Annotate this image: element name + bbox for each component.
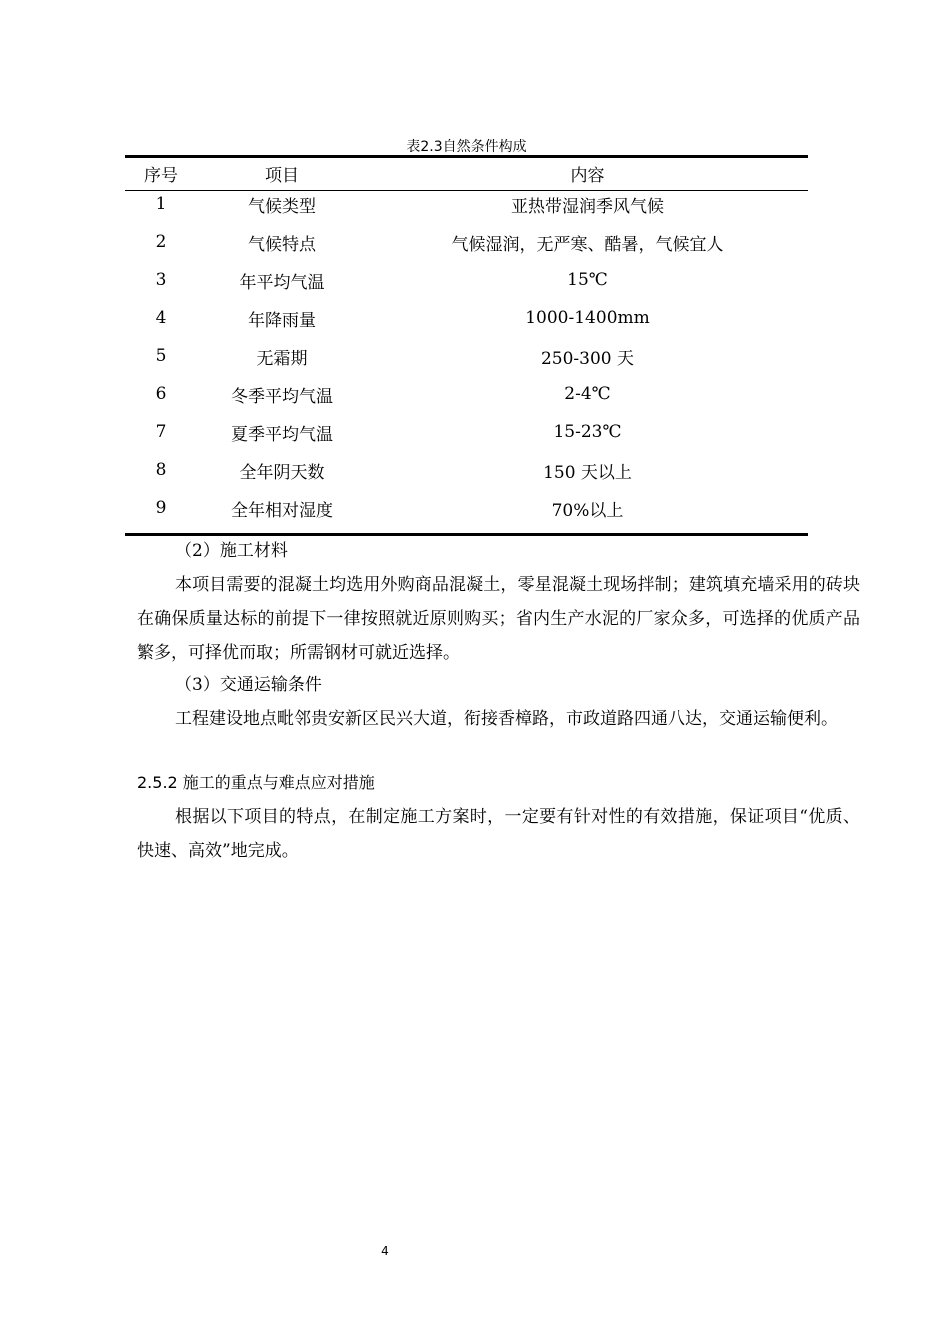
header-item: 项目 — [265, 166, 299, 186]
row-item: 气候类型 — [248, 196, 316, 217]
table-row — [125, 337, 808, 375]
row-index: 3 — [155, 270, 167, 290]
row-index: 5 — [155, 346, 167, 366]
table-row — [125, 299, 808, 337]
table-row — [125, 451, 808, 489]
subsection-title-transport: （3）交通运输条件 — [175, 675, 322, 695]
section-heading: 2.5.2 施工的重点与难点应对措施 — [137, 773, 375, 792]
row-item: 年平均气温 — [239, 272, 325, 293]
table-row — [125, 489, 808, 527]
row-content: 气候湿润，无严寒、酷暑，气候宜人 — [451, 234, 724, 255]
table-row — [125, 185, 808, 223]
row-content: 250-300 天 — [540, 348, 635, 369]
row-content: 15-23℃ — [553, 422, 622, 442]
paragraph-key-points: 根据以下项目的特点，在制定施工方案时，一定要有针对性的有效措施，保证项目“优质、快速、高效”地完成。 — [137, 807, 860, 861]
row-content: 1000-1400mm — [525, 308, 650, 328]
row-item: 气候特点 — [248, 234, 316, 255]
row-content: 70%以上 — [551, 500, 624, 521]
row-content: 15℃ — [567, 270, 608, 290]
row-index: 8 — [155, 460, 167, 480]
row-item: 冬季平均气温 — [231, 386, 333, 407]
subsection-title-materials: （2）施工材料 — [175, 541, 288, 561]
row-index: 1 — [155, 194, 167, 214]
table-row — [125, 223, 808, 261]
header-index: 序号 — [144, 166, 178, 186]
row-item: 夏季平均气温 — [231, 424, 333, 445]
table-row — [125, 413, 808, 451]
paragraph-materials: 本项目需要的混凝土均选用外购商品混凝土，零星混凝土现场拌制；建筑填充墙采用的砖块在确保质量达标的前提下一律按照就近原则购买；省内生产水泥的厂家众多，可选择的优质产品繁多，可择优而取；所需钢材可就近选择。 — [137, 575, 860, 663]
header-content: 内容 — [570, 166, 605, 186]
paragraph-transport: 工程建设地点毗邻贵安新区民兴大道，衔接香樟路，市政道路四通八达，交通运输便利。 — [175, 709, 838, 729]
row-content: 150 天以上 — [543, 462, 632, 483]
row-index: 7 — [155, 422, 167, 442]
table-row — [125, 375, 808, 413]
row-index: 6 — [155, 384, 167, 404]
page-number: 4 — [381, 1244, 389, 1258]
row-index: 9 — [155, 498, 167, 518]
row-index: 4 — [155, 308, 167, 328]
row-item: 无霜期 — [256, 348, 308, 369]
row-content: 2-4℃ — [564, 384, 611, 404]
table-row — [125, 261, 808, 299]
table-caption: 表2.3自然条件构成 — [406, 139, 527, 155]
row-item: 年降雨量 — [248, 310, 316, 331]
row-content: 亚热带湿润季风气候 — [511, 196, 664, 217]
row-item: 全年相对湿度 — [231, 500, 333, 521]
row-item: 全年阴天数 — [239, 462, 325, 483]
row-index: 2 — [155, 232, 167, 252]
